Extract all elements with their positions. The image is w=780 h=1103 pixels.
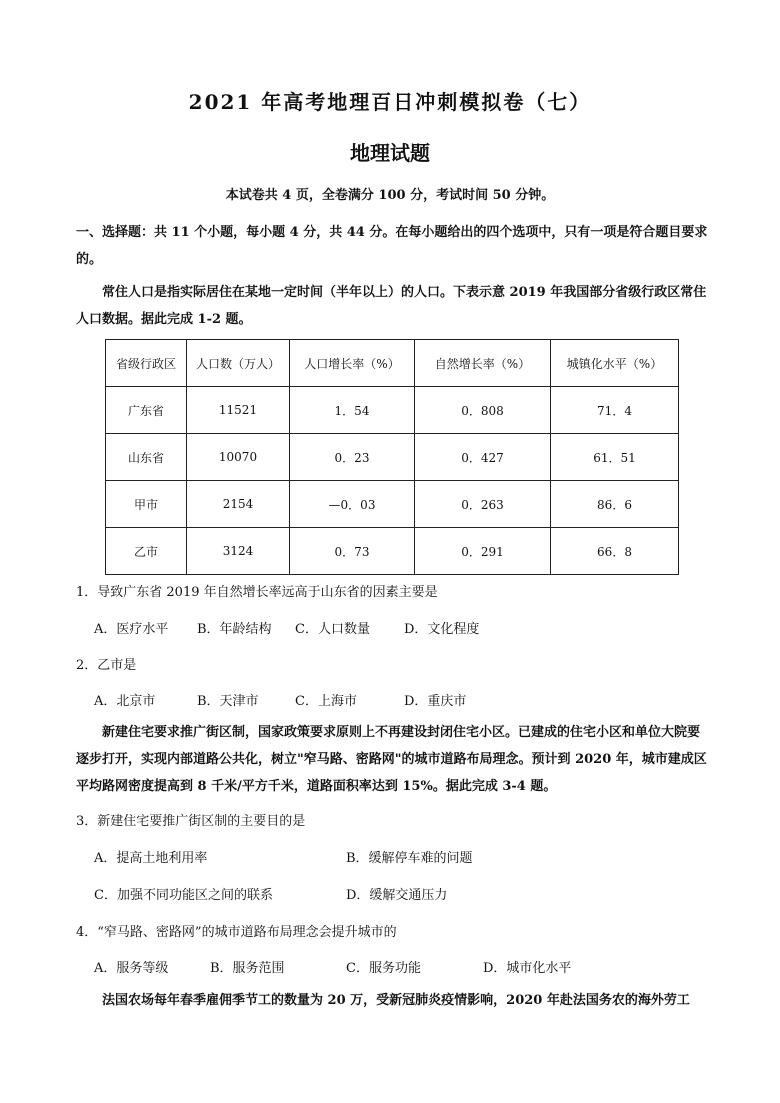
question-3-option-c: C．加强不同功能区之间的联系	[94, 888, 273, 903]
exam-info: 本试卷共 4 页，全卷满分 100 分，考试时间 50 分钟。	[225, 188, 555, 203]
table-cell: 10070	[187, 434, 290, 481]
question-4-stem: 4．“窄马路、密路网”的城市道路布局理念会提升城市的	[76, 925, 397, 940]
table-cell: 0．73	[290, 528, 415, 575]
question-3-option-d: D．缓解交通压力	[346, 888, 448, 903]
question-4-option-c: C．服务功能	[346, 961, 421, 976]
table-cell: 0．263	[415, 481, 551, 528]
question-3-option-a: A．提高土地利用率	[94, 851, 208, 866]
table-cell: 61．51	[551, 434, 679, 481]
question-2-option-d: D．重庆市	[404, 694, 467, 709]
exam-title: 2021 年高考地理百日冲刺模拟卷（七）	[188, 90, 592, 114]
question-1-option-c: C．人口数量	[295, 622, 370, 637]
exam-subtitle: 地理试题	[350, 141, 430, 165]
question-2-option-b: B．天津市	[197, 694, 259, 709]
table-header-cell: 人口增长率（%）	[290, 340, 415, 387]
table-header-cell: 省级行政区	[106, 340, 187, 387]
table-header-cell: 自然增长率（%）	[415, 340, 551, 387]
table-row	[106, 387, 679, 434]
table-cell: 0．427	[415, 434, 551, 481]
table-cell: 0．291	[415, 528, 551, 575]
table-cell: 11521	[187, 387, 290, 434]
table-header-cell: 人口数（万人）	[187, 340, 290, 387]
table-cell: 71．4	[551, 387, 679, 434]
table-row	[106, 528, 679, 575]
question-4-option-d: D．城市化水平	[483, 961, 572, 976]
table-cell: 1．54	[290, 387, 415, 434]
question-2-stem: 2．乙市是	[76, 658, 137, 673]
question-3-stem: 3．新建住宅要推广街区制的主要目的是	[76, 814, 306, 829]
passage-2: 新建住宅要求推广街区制，国家政策要求原则上不再建设封闭住宅小区。已建成的住宅小区和单位大院要逐步打开，实现内部道路公共化，树立"窄马路、密路网"的城市道路布局理念。预计到 2020 年，城市建成区平均路网密度提高到 8 千米/平方千米，道路面积率达到 15%。据此完成 3-4 题。	[76, 725, 707, 794]
question-2-option-a: A．北京市	[94, 694, 156, 709]
table-cell: 0．23	[290, 434, 415, 481]
question-2-option-c: C．上海市	[295, 694, 357, 709]
passage-1: 常住人口是指实际居住在某地一定时间（半年以上）的人口。下表示意 2019 年我国部分省级行政区常住人口数据。据此完成 1-2 题。	[76, 285, 707, 327]
question-1-stem: 1．导致广东省 2019 年自然增长率远高于山东省的因素主要是	[76, 585, 438, 600]
table-cell: —0．03	[290, 481, 415, 528]
section-heading: 一、选择题：共 11 个小题，每小题 4 分，共 44 分。在每小题给出的四个选项中，只有一项是符合题目要求的。	[76, 225, 708, 267]
passage-3: 法国农场每年春季雇佣季节工的数量为 20 万，受新冠肺炎疫情影响，2020 年赴法国务农的海外劳工	[102, 993, 690, 1008]
table-header-cell: 城镇化水平（%）	[551, 340, 679, 387]
question-3-option-b: B．缓解停车难的问题	[346, 851, 473, 866]
table-cell: 3124	[187, 528, 290, 575]
table-cell: 86．6	[551, 481, 679, 528]
table-cell: 甲市	[106, 481, 187, 528]
table-cell: 山东省	[106, 434, 187, 481]
table-row	[106, 434, 679, 481]
question-4-option-b: B．服务范围	[210, 961, 285, 976]
table-cell: 0．808	[415, 387, 551, 434]
question-1-option-d: D．文化程度	[404, 622, 480, 637]
table-header-row	[106, 340, 679, 387]
table-cell: 66．8	[551, 528, 679, 575]
question-1-option-b: B．年龄结构	[197, 622, 272, 637]
question-4-option-a: A．服务等级	[94, 961, 169, 976]
table-cell: 广东省	[106, 387, 187, 434]
table-cell: 乙市	[106, 528, 187, 575]
population-table	[105, 339, 679, 575]
table-row	[106, 481, 679, 528]
question-1-option-a: A．医疗水平	[94, 622, 169, 637]
table-cell: 2154	[187, 481, 290, 528]
